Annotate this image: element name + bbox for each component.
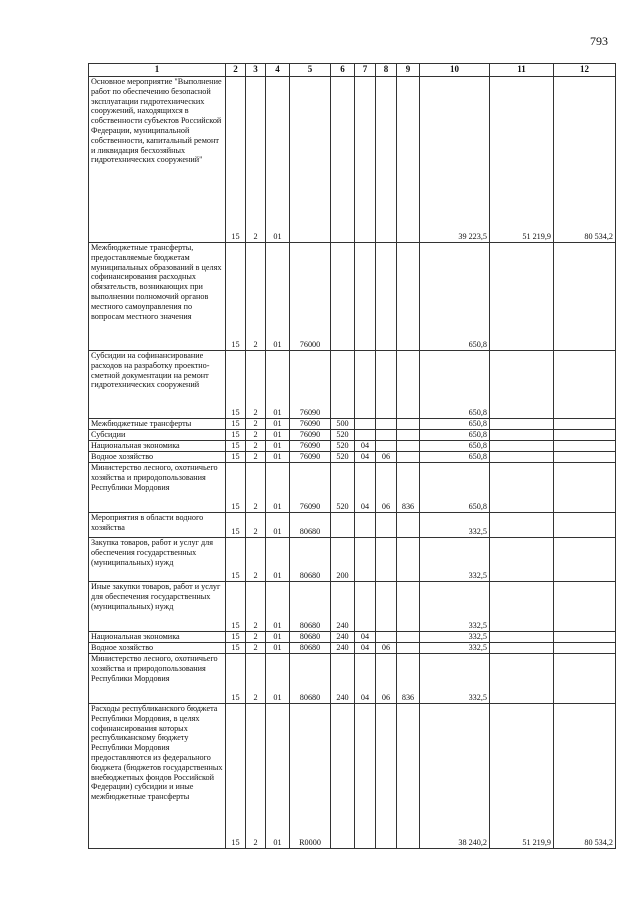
cell-pr [376,430,397,441]
column-header: 4 [266,64,290,77]
cell-vr: 200 [331,538,355,582]
cell-rz: 04 [355,463,376,513]
cell-vr: 520 [331,441,355,452]
cell-direction: 76090 [290,351,331,419]
cell-gp: 15 [226,452,246,463]
cell-amount-3 [554,463,616,513]
row-name: Иные закупки товаров, работ и услуг для обеспечения государственных (муниципальных) нужд [89,582,226,632]
cell-direction [290,77,331,243]
cell-amount-1: 332,5 [420,513,490,538]
cell-pr [376,582,397,632]
cell-amount-2 [490,243,554,351]
cell-direction: 76090 [290,419,331,430]
cell-vr: 500 [331,419,355,430]
cell-om: 01 [266,632,290,643]
cell-amount-1: 38 240,2 [420,704,490,849]
cell-direction: 76090 [290,441,331,452]
table-row [89,643,616,654]
cell-pp: 2 [246,463,266,513]
cell-amount-2 [490,430,554,441]
cell-rz [355,704,376,849]
cell-om: 01 [266,704,290,849]
cell-om: 01 [266,654,290,704]
table-row [89,77,616,243]
cell-pp: 2 [246,351,266,419]
cell-grbs [397,77,420,243]
cell-gp: 15 [226,654,246,704]
row-name: Водное хозяйство [89,452,226,463]
cell-rz: 04 [355,441,376,452]
column-header: 8 [376,64,397,77]
table-row [89,632,616,643]
cell-pp: 2 [246,513,266,538]
cell-pp: 2 [246,538,266,582]
cell-grbs [397,632,420,643]
cell-om: 01 [266,419,290,430]
cell-amount-1: 332,5 [420,582,490,632]
cell-om: 01 [266,243,290,351]
cell-rz [355,351,376,419]
cell-gp: 15 [226,430,246,441]
cell-amount-3: 80 534,2 [554,77,616,243]
page-number: 793 [590,34,608,48]
cell-amount-1: 650,8 [420,452,490,463]
cell-om: 01 [266,463,290,513]
row-name: Мероприятия в области водного хозяйства [89,513,226,538]
cell-rz: 04 [355,452,376,463]
row-name: Водное хозяйство [89,643,226,654]
cell-pp: 2 [246,704,266,849]
cell-om: 01 [266,582,290,632]
cell-gp: 15 [226,513,246,538]
column-header: 7 [355,64,376,77]
cell-pp: 2 [246,643,266,654]
cell-amount-1: 39 223,5 [420,77,490,243]
cell-direction: 80680 [290,632,331,643]
cell-amount-2 [490,582,554,632]
cell-grbs [397,441,420,452]
table-row [89,538,616,582]
cell-vr: 520 [331,430,355,441]
cell-grbs [397,419,420,430]
cell-direction: 76090 [290,463,331,513]
table-row [89,654,616,704]
cell-rz [355,243,376,351]
cell-gp: 15 [226,632,246,643]
cell-vr: 240 [331,643,355,654]
cell-amount-1: 332,5 [420,538,490,582]
cell-rz: 04 [355,654,376,704]
cell-direction: 80680 [290,582,331,632]
cell-vr: 240 [331,654,355,704]
column-header: 6 [331,64,355,77]
cell-pr [376,704,397,849]
cell-pp: 2 [246,430,266,441]
column-header: 10 [420,64,490,77]
cell-grbs [397,513,420,538]
cell-pp: 2 [246,632,266,643]
cell-amount-3 [554,632,616,643]
cell-pr: 06 [376,643,397,654]
cell-direction: 80680 [290,538,331,582]
cell-om: 01 [266,441,290,452]
cell-grbs [397,643,420,654]
cell-amount-3 [554,243,616,351]
cell-vr [331,351,355,419]
cell-pr: 06 [376,463,397,513]
cell-pp: 2 [246,77,266,243]
cell-vr: 520 [331,452,355,463]
cell-amount-1: 650,8 [420,419,490,430]
table-row [89,452,616,463]
cell-amount-1: 650,8 [420,463,490,513]
cell-amount-2 [490,452,554,463]
cell-pr [376,441,397,452]
column-header: 9 [397,64,420,77]
cell-grbs [397,582,420,632]
cell-direction: R0000 [290,704,331,849]
cell-amount-2 [490,513,554,538]
cell-pp: 2 [246,654,266,704]
row-name: Субсидии [89,430,226,441]
cell-direction: 80680 [290,643,331,654]
cell-grbs [397,704,420,849]
row-name: Основное мероприятие "Выполнение работ по обеспечению безопасной эксплуатации гидротехнических сооружений, находящихся в собственности субъектов Российской Федерации, муниципальной собственности, капитальный ремонт и ликвидация бесхозяйных гидротехнических сооружений" [89,77,226,243]
cell-vr: 520 [331,463,355,513]
cell-pp: 2 [246,419,266,430]
table-row [89,419,616,430]
cell-gp: 15 [226,643,246,654]
table-row [89,441,616,452]
row-name: Субсидии на софинансирование расходов на разработку проектно-сметной документации на ремонт гидротехнических сооружений [89,351,226,419]
cell-gp: 15 [226,538,246,582]
row-name: Министерство лесного, охотничьего хозяйства и природопользования Республики Мордовия [89,654,226,704]
cell-pr [376,632,397,643]
cell-pr [376,243,397,351]
cell-om: 01 [266,77,290,243]
cell-direction: 80680 [290,654,331,704]
cell-pr [376,513,397,538]
cell-gp: 15 [226,441,246,452]
cell-amount-3 [554,643,616,654]
cell-rz [355,513,376,538]
cell-om: 01 [266,643,290,654]
cell-amount-3 [554,582,616,632]
cell-grbs [397,538,420,582]
table-row [89,582,616,632]
table-row [89,704,616,849]
cell-amount-2 [490,643,554,654]
cell-vr [331,243,355,351]
column-header: 5 [290,64,331,77]
cell-vr [331,704,355,849]
cell-amount-3: 80 534,2 [554,704,616,849]
cell-rz [355,582,376,632]
cell-om: 01 [266,452,290,463]
cell-gp: 15 [226,704,246,849]
cell-pr [376,538,397,582]
row-name: Министерство лесного, охотничьего хозяйства и природопользования Республики Мордовия [89,463,226,513]
table-row [89,243,616,351]
cell-gp: 15 [226,243,246,351]
cell-gp: 15 [226,463,246,513]
cell-pp: 2 [246,452,266,463]
cell-direction: 80680 [290,513,331,538]
cell-vr: 240 [331,582,355,632]
cell-amount-1: 650,8 [420,430,490,441]
cell-gp: 15 [226,77,246,243]
cell-amount-2: 51 219,9 [490,77,554,243]
cell-om: 01 [266,538,290,582]
row-name: Национальная экономика [89,632,226,643]
table-row [89,430,616,441]
cell-pp: 2 [246,582,266,632]
budget-table [88,63,616,849]
cell-amount-2 [490,538,554,582]
cell-pr [376,419,397,430]
cell-direction: 76090 [290,452,331,463]
cell-gp: 15 [226,419,246,430]
cell-amount-1: 650,8 [420,441,490,452]
cell-gp: 15 [226,582,246,632]
cell-pr [376,351,397,419]
table-row [89,513,616,538]
cell-pr [376,77,397,243]
cell-amount-1: 650,8 [420,243,490,351]
cell-rz [355,77,376,243]
cell-amount-1: 332,5 [420,643,490,654]
cell-om: 01 [266,513,290,538]
cell-amount-2 [490,632,554,643]
row-name: Закупка товаров, работ и услуг для обеспечения государственных (муниципальных) нужд [89,538,226,582]
cell-pr: 06 [376,452,397,463]
table-row [89,351,616,419]
cell-amount-3 [554,441,616,452]
cell-amount-2 [490,441,554,452]
cell-vr [331,513,355,538]
cell-grbs [397,351,420,419]
cell-rz: 04 [355,632,376,643]
cell-pp: 2 [246,441,266,452]
row-name: Расходы республиканского бюджета Республики Мордовия, в целях софинансирования которых республиканскому бюджету Республики Мордовия предоставляются из федерального бюджета (бюджетов государственных внебюджетных фондов Российской Федерации) субсидии и иные межбюджетные трансферты [89,704,226,849]
cell-amount-3 [554,538,616,582]
column-header: 2 [226,64,246,77]
cell-amount-3 [554,452,616,463]
cell-rz [355,538,376,582]
row-name: Межбюджетные трансферты, предоставляемые бюджетам муниципальных образований в целях софинансирования расходных обязательств, возникающих при выполнении полномочий органов местного самоуправления по вопросам местного значения [89,243,226,351]
cell-rz: 04 [355,643,376,654]
cell-pp: 2 [246,243,266,351]
cell-vr [331,77,355,243]
cell-amount-3 [554,654,616,704]
cell-om: 01 [266,351,290,419]
row-name: Национальная экономика [89,441,226,452]
cell-vr: 240 [331,632,355,643]
cell-direction: 76090 [290,430,331,441]
cell-grbs [397,452,420,463]
table-row [89,463,616,513]
table-header-row [89,64,616,77]
column-header: 1 [89,64,226,77]
column-header: 12 [554,64,616,77]
cell-amount-2 [490,654,554,704]
cell-rz [355,430,376,441]
cell-amount-1: 650,8 [420,351,490,419]
cell-gp: 15 [226,351,246,419]
cell-grbs: 836 [397,654,420,704]
column-header: 11 [490,64,554,77]
cell-amount-1: 332,5 [420,632,490,643]
cell-om: 01 [266,430,290,441]
cell-amount-2 [490,419,554,430]
cell-amount-2 [490,351,554,419]
cell-grbs: 836 [397,463,420,513]
column-header: 3 [246,64,266,77]
row-name: Межбюджетные трансферты [89,419,226,430]
cell-pr: 06 [376,654,397,704]
cell-amount-3 [554,430,616,441]
cell-amount-2 [490,463,554,513]
cell-amount-2: 51 219,9 [490,704,554,849]
cell-grbs [397,430,420,441]
cell-grbs [397,243,420,351]
cell-rz [355,419,376,430]
cell-direction: 76000 [290,243,331,351]
cell-amount-3 [554,513,616,538]
cell-amount-1: 332,5 [420,654,490,704]
cell-amount-3 [554,419,616,430]
cell-amount-3 [554,351,616,419]
